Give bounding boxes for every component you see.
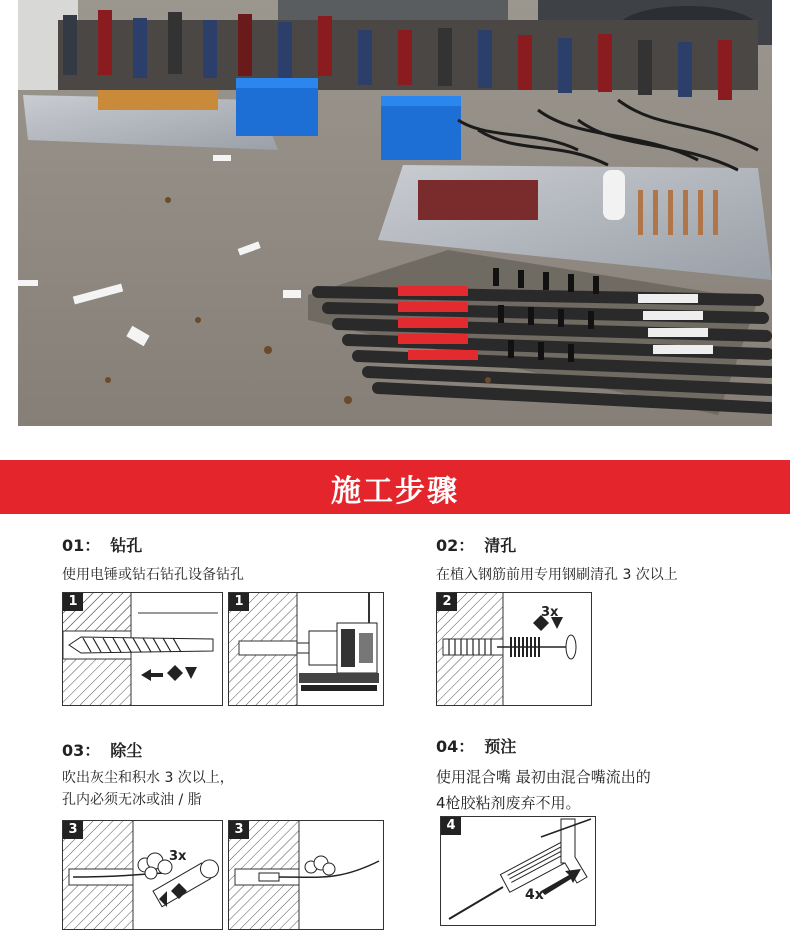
step-04-number: 04： xyxy=(436,737,475,756)
step-03-title: 除尘 xyxy=(110,741,143,760)
step-03-description xyxy=(62,767,234,811)
step-03-heading xyxy=(62,738,142,761)
step-04-description xyxy=(436,764,651,816)
steps-banner xyxy=(0,460,790,514)
step-02-repeat: 3x xyxy=(541,605,559,620)
step-04-repeat: 4x xyxy=(525,887,544,903)
step-01-number: 01： xyxy=(62,536,101,555)
step-04-diagram-glue-gun xyxy=(440,816,596,926)
step-03-desc-line-1: 吹出灰尘和积水 3 次以上， xyxy=(62,770,234,786)
step-02-number: 02： xyxy=(436,536,475,555)
step-03-number: 03： xyxy=(62,741,101,760)
step-01-title: 钻孔 xyxy=(110,536,143,555)
step-03-diagram-blow-pump xyxy=(62,820,223,930)
step-03-desc-line-2: 孔内必须无冰或油 / 脂 xyxy=(62,792,202,808)
step-04-desc-line-2: 4枪胶粘剂废弃不用。 xyxy=(436,794,581,812)
step-01-badge-b: 1 xyxy=(229,593,249,611)
step-01-heading xyxy=(62,533,142,556)
tools-photo-illustration xyxy=(18,0,772,426)
step-01-description xyxy=(62,564,244,586)
tools-photo xyxy=(18,0,772,426)
step-01-badge: 1 xyxy=(63,593,83,611)
step-04-title: 预注 xyxy=(484,737,517,756)
step-02-diagram-brush xyxy=(436,592,592,706)
step-01-diagram-drill-machine xyxy=(228,592,384,706)
step-04-heading xyxy=(436,734,516,757)
step-01-diagram-drill-bit xyxy=(62,592,223,706)
step-02-description xyxy=(436,564,678,586)
step-03-badge-b: 3 xyxy=(229,821,249,839)
step-02-badge: 2 xyxy=(437,593,457,611)
step-04-desc-line-1: 使用混合嘴 最初由混合嘴流出的 xyxy=(436,768,651,786)
step-03-badge: 3 xyxy=(63,821,83,839)
step-02-heading xyxy=(436,533,516,556)
step-02-title: 清孔 xyxy=(484,536,517,555)
step-04-badge: 4 xyxy=(441,817,461,835)
banner-title: 施工步骤 xyxy=(331,474,459,509)
step-02-desc-line: 在植入钢筋前用专用钢刷清孔 3 次以上 xyxy=(436,567,678,583)
step-03-diagram-air-nozzle xyxy=(228,820,384,930)
step-03-repeat: 3x xyxy=(169,849,187,864)
step-01-desc-line: 使用电锤或钻石钻孔设备钻孔 xyxy=(62,567,244,583)
